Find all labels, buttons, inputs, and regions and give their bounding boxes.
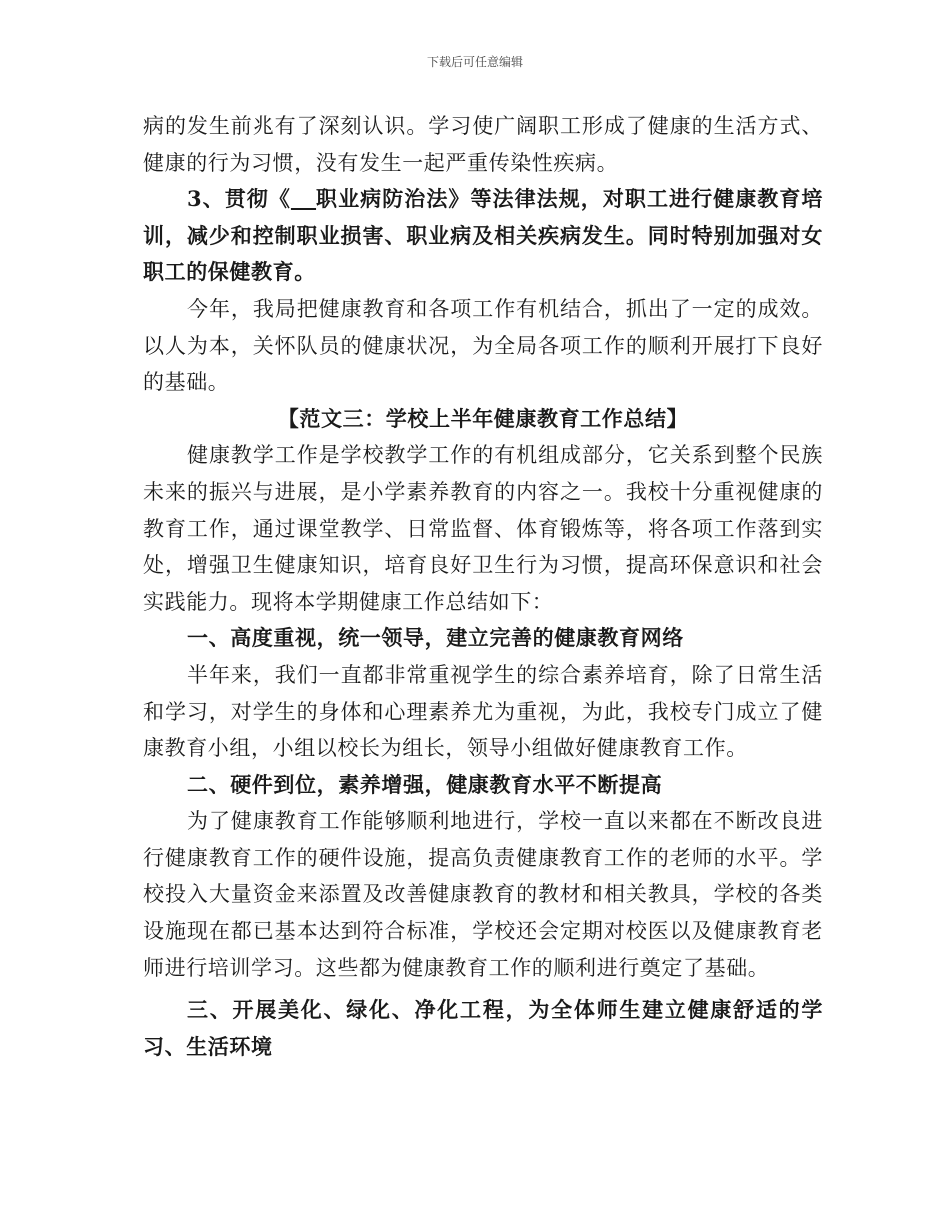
paragraph-1: 半年来，我们一直都非常重视学生的综合素养培育，除了日常生活和学习，对学生的身体和心理素养尤为重视，为此，我校专门成立了健康教育小组，小组以校长为组长，领导小组做好健康教育工作。 xyxy=(143,662,823,761)
page-header: 下载后可任意编辑 xyxy=(426,55,523,69)
numbered-point-3 xyxy=(143,181,823,291)
heading-2: 二、硬件到位，素养增强，健康教育水平不断提高 xyxy=(187,771,663,797)
point-3-prefix: 3、贯彻《 xyxy=(187,186,291,212)
paragraph-2: 为了健康教育工作能够顺利地进行，学校一直以来都在不断改良进行健康教育工作的硬件设施，提高负责健康教育工作的老师的水平。学校投入大量资金来添置及改善健康教育的教材和相关教具，学校的各类设施现在都已基本达到符合标准，学校还会定期对校医以及健康教育老师进行培训学习。这些都为健康教育工作的顺利进行奠定了基础。 xyxy=(143,809,823,980)
heading-1: 一、高度重视，统一领导，建立完善的健康教育网络 xyxy=(187,625,684,651)
document-body xyxy=(143,108,823,1065)
point-3-text: 职业病防治法》等法律法规，对职工进行健康教育培训，减少和控制职业损害、职业病及相关疾病发生。同时特别加强对女职工的保健教育。 xyxy=(143,186,823,285)
paragraph-intro: 健康教学工作是学校教学工作的有机组成部分，它关系到整个民族未来的振兴与进展，是小学素养教育的内容之一。我校十分重视健康的教育工作，通过课堂教学、日常监督、体育锻炼等，将各项工作落到实处，增强卫生健康知识，培育良好卫生行为习惯，提高环保意识和社会实践能力。现将本学期健康工作总结如下： xyxy=(143,443,823,614)
section-title: 【范文三：学校上半年健康教育工作总结】 xyxy=(277,405,689,431)
heading-3: 三、开展美化、绿化、净化工程，为全体师生建立健康舒适的学习、生活环境 xyxy=(143,997,823,1059)
blank-underline xyxy=(291,186,316,211)
paragraph-summary: 今年，我局把健康教育和各项工作有机结合，抓出了一定的成效。以人为本，关怀队员的健康状况，为全局各项工作的顺利开展打下良好的基础。 xyxy=(143,296,823,395)
paragraph-continuation: 病的发生前兆有了深刻认识。学习使广阔职工形成了健康的生活方式、健康的行为习惯，没有发生一起严重传染性疾病。 xyxy=(143,114,823,175)
